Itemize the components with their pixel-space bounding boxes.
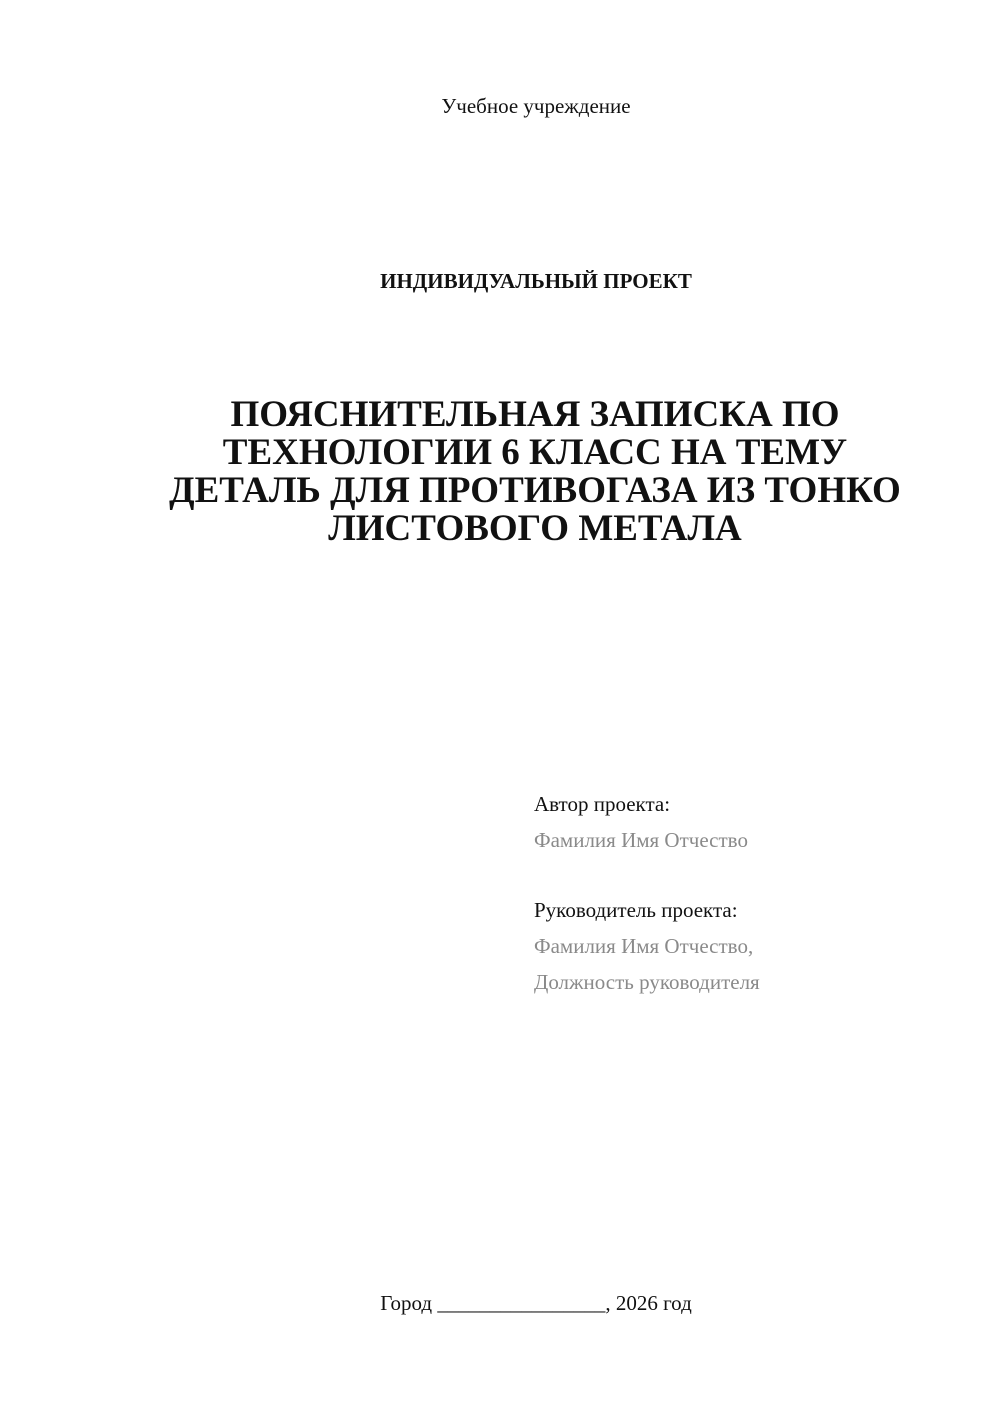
title-line: ЛИСТОВОГО МЕТАЛА [328,508,742,549]
city-blank: ________________ [437,1291,606,1315]
title-line: ДЕТАЛЬ ДЛЯ ПРОТИВОГАЗА ИЗ ТОНКО [169,470,901,511]
author-name: Фамилия Имя Отчество [534,828,748,852]
project-title [130,396,940,548]
author-label: Автор проекта: [534,792,671,816]
city-year-line [0,1288,1000,1318]
title-line: ТЕХНОЛОГИИ 6 КЛАСС НА ТЕМУ [222,432,848,473]
institution-name: Учебное учреждение [441,94,631,118]
supervisor-label: Руководитель проекта: [534,898,738,922]
supervisor-name: Фамилия Имя Отчество, [534,934,754,958]
city-label: Город [380,1291,433,1315]
author-block [534,786,974,858]
year-text: , 2026 год [605,1291,692,1315]
supervisor-block [534,892,974,1000]
project-type-heading: ИНДИВИДУАЛЬНЫЙ ПРОЕКТ [380,269,692,293]
supervisor-position: Должность руководителя [534,970,760,994]
title-line: ПОЯСНИТЕЛЬНАЯ ЗАПИСКА ПО [230,394,840,435]
